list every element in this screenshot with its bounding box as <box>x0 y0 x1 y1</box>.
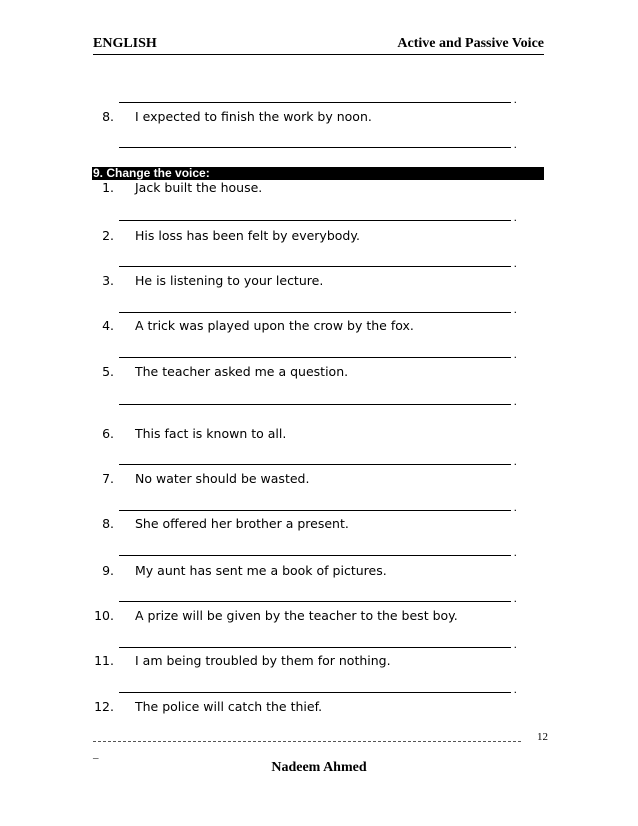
answer-line <box>119 102 511 103</box>
answer-line <box>119 464 511 465</box>
answer-line <box>119 510 511 511</box>
answer-line <box>119 266 511 267</box>
answer-line <box>119 357 511 358</box>
item-number: 10. <box>94 608 114 623</box>
answer-line <box>119 647 511 648</box>
answer-line <box>119 555 511 556</box>
footer-dash: _ <box>93 748 99 760</box>
item-number: 5. <box>102 364 114 379</box>
item-sentence: He is listening to your lecture. <box>135 273 324 288</box>
item-number: 8. <box>102 516 114 531</box>
item-sentence: I expected to finish the work by noon. <box>135 109 372 124</box>
item-number: 3. <box>102 273 114 288</box>
answer-line <box>119 147 511 148</box>
item-sentence: The teacher asked me a question. <box>135 364 349 379</box>
answer-line <box>119 220 511 221</box>
item-number: 1. <box>102 180 114 195</box>
header-topic: Active and Passive Voice <box>397 36 544 51</box>
answer-line <box>119 692 511 693</box>
item-number: 7. <box>102 471 114 486</box>
item-sentence: I am being troubled by them for nothing. <box>135 653 391 668</box>
item-sentence: A trick was played upon the crow by the fox. <box>135 318 414 333</box>
item-number: 9. <box>102 563 114 578</box>
item-sentence: His loss has been felt by everybody. <box>135 228 360 243</box>
item-sentence: My aunt has sent me a book of pictures. <box>135 563 387 578</box>
item-number: 6. <box>102 426 114 441</box>
answer-line <box>119 404 511 405</box>
footer-rule <box>93 741 521 742</box>
item-number: 8. <box>102 109 114 124</box>
header-subject: ENGLISH <box>93 36 157 51</box>
item-number: 4. <box>102 318 114 333</box>
section-heading: 9. Change the voice: <box>92 167 544 180</box>
item-sentence: Jack built the house. <box>135 180 263 195</box>
header-rule <box>93 54 544 55</box>
item-sentence: She offered her brother a present. <box>135 516 349 531</box>
item-number: 12. <box>94 699 114 714</box>
item-sentence: A prize will be given by the teacher to the best boy. <box>135 608 458 623</box>
page-number: 12 <box>537 731 548 743</box>
item-number: 2. <box>102 228 114 243</box>
footer-author: Nadeem Ahmed <box>271 760 367 775</box>
item-sentence: The police will catch the thief. <box>135 699 323 714</box>
item-sentence: This fact is known to all. <box>135 426 287 441</box>
item-sentence: No water should be wasted. <box>135 471 310 486</box>
item-number: 11. <box>94 653 114 668</box>
answer-line <box>119 312 511 313</box>
answer-line <box>119 601 511 602</box>
